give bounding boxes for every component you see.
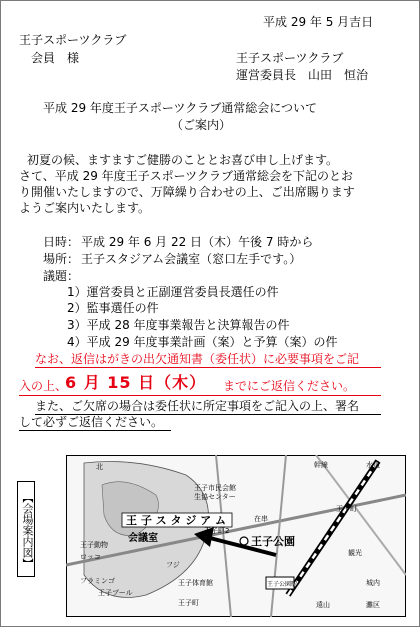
map-label: 生協センター bbox=[194, 493, 236, 501]
map-label: 王子体育館 bbox=[178, 579, 213, 587]
sender-org: 王子スポーツクラブ bbox=[236, 51, 344, 65]
date-label: 日時： bbox=[43, 235, 80, 249]
date-value: 平成 29 年 6 月 22 日（木）午後 7 時から bbox=[81, 235, 314, 249]
map-section-label: 【会場案内図】 bbox=[17, 481, 35, 577]
venue-map bbox=[66, 455, 406, 617]
map-label: 城内 bbox=[366, 579, 380, 587]
deadline-red-underline bbox=[19, 395, 381, 396]
agenda-item: 3）平成 28 年度事業報告と決算報告の件 bbox=[67, 318, 290, 332]
map-label: 王子動物 bbox=[80, 541, 108, 549]
map-label: 幹線 bbox=[314, 461, 328, 469]
notice-red-underline bbox=[35, 367, 381, 368]
body-line-3: ようご案内いたします。 bbox=[19, 201, 151, 215]
reply-deadline: 6 月 15 日（木） bbox=[65, 373, 207, 392]
map-label: 観光 bbox=[348, 549, 362, 557]
map-label: 王子町 bbox=[336, 505, 357, 513]
body-line-1: さて、平成 29 年度王子スポーツクラブ通常総会を下記のとお bbox=[19, 169, 354, 183]
document-subtitle: （ご案内） bbox=[171, 118, 232, 132]
map-label: 水道 bbox=[366, 461, 380, 469]
map-label: ロッコ bbox=[80, 553, 101, 561]
agenda-item: 4）平成 29 年度事業計画（案）と予算（案）の件 bbox=[67, 335, 338, 349]
notice-red-line-2a: 入の上、 bbox=[19, 379, 68, 393]
place-value: 王子スタジアム会議室（窓口左手です。） bbox=[81, 252, 302, 266]
map-station-label: 王子公園駅 bbox=[267, 581, 298, 588]
map-label: フラミンゴ bbox=[80, 577, 115, 585]
map-stadium-title: 王 子 ス タ ジ ア ム bbox=[126, 514, 226, 527]
place-label: 場所： bbox=[43, 252, 80, 266]
greeting: 初夏の候、ますますご健勝のこととお喜び申し上げます。 bbox=[27, 153, 339, 167]
notice-red-line-2b: までにご返信ください。 bbox=[223, 379, 356, 393]
recipient-org: 王子スポーツクラブ bbox=[19, 33, 127, 47]
map-park-label: 王子公園 bbox=[251, 535, 295, 548]
map-label: 王子市民会館 bbox=[194, 484, 236, 492]
notice-underline-4 bbox=[19, 430, 171, 431]
body-line-2: り開催いたしますので、万障繰り合わせの上、ご出席賜ります bbox=[19, 185, 355, 199]
document-title: 平成 29 年度王子スポーツクラブ通常総会について bbox=[43, 101, 318, 115]
issue-date: 平成 29 年 5 月吉日 bbox=[263, 15, 374, 29]
map-label: 在串 bbox=[254, 515, 268, 523]
recipient-members: 会員 様 bbox=[31, 51, 80, 65]
notice-line-4: して必ずご返信ください。 bbox=[19, 415, 164, 429]
map-label: 王子プール bbox=[98, 589, 133, 597]
map-label: 王子町2 bbox=[204, 527, 230, 535]
sender-chair: 運営委員長 山田 恒治 bbox=[236, 68, 369, 82]
agenda-item: 2）監事選任の件 bbox=[67, 301, 159, 315]
map-label: フジ bbox=[166, 561, 180, 569]
notice-line-3: また、ご欠席の場合は委任状に所定事項をご記入の上、署名 bbox=[35, 399, 360, 413]
map-room-label: 会議室 bbox=[128, 533, 158, 544]
notice-red-line-1: なお、返信はがきの出欠通知書（委任状）に必要事項をご記 bbox=[35, 352, 360, 366]
map-label: 灘区 bbox=[366, 601, 380, 609]
map-label: 王子町 bbox=[178, 599, 199, 607]
map-north-label: 北 bbox=[96, 463, 103, 471]
park-marker-icon bbox=[240, 537, 248, 545]
agenda-item: 1）運営委員と正副運営委員長選任の件 bbox=[67, 285, 279, 299]
agenda-label: 議題： bbox=[43, 269, 80, 283]
map-label: 遠山 bbox=[316, 601, 330, 609]
